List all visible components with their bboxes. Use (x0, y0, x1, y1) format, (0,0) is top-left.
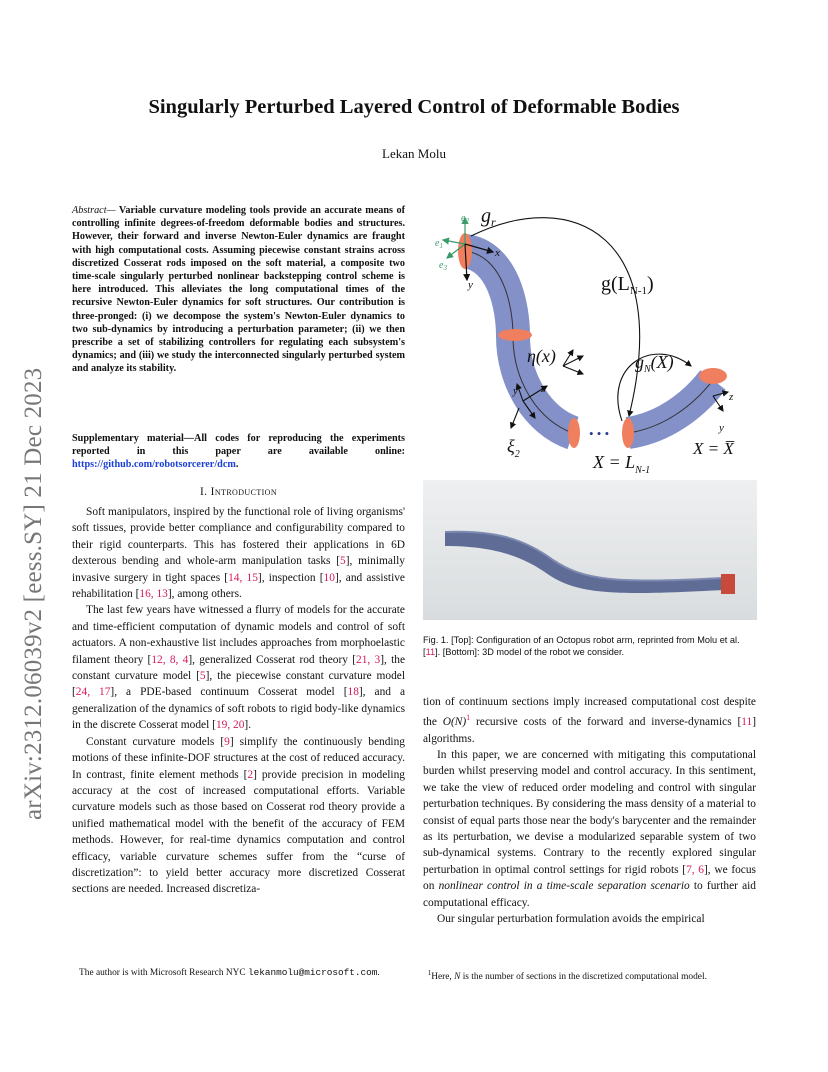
author-email[interactable]: lekanmolu@microsoft.com (248, 967, 378, 978)
footnote-1: $^1$Here, N is the number of sections in the discretized computational model. (427, 969, 707, 983)
joint-mid (498, 329, 532, 341)
arxiv-id: arXiv:2312.06039v2 [eess.SY] 21 Dec 2023 (20, 367, 47, 820)
label-gr: $g_r$ (481, 205, 496, 229)
citation[interactable]: 18 (347, 686, 359, 699)
supplementary-material (72, 432, 405, 472)
footnote-mark[interactable]: 1 (466, 713, 471, 723)
intro-paragraph-2: The last few years have witnessed a flurry of models for the accurate and time-efficient computation of dynamic models and control of soft actuators. A non-exhaustive list includes approaches from morphoelastic filament theory [12, 8, 4], generalized Cosserat rod theory [21, 3], the constant curvature model [5], the piecewise constant curvature model [24, 17], a PDE-based continuum Cosserat model [18], and a generalization of the dynamics of soft robots to rigid body-like dynamics in the discrete Cosserat model [19, 20]. (72, 604, 406, 732)
label-e3: $e_3$ (439, 260, 447, 272)
author-name: Lekan Molu (382, 146, 446, 161)
label-x: x (495, 247, 500, 259)
intro-left-column (72, 504, 405, 898)
citation[interactable]: 9 (224, 735, 230, 748)
label-x-L: $X = L_{N-1}$ (593, 452, 651, 476)
citation[interactable]: 24, 17 (75, 686, 111, 699)
citation[interactable]: 2 (247, 768, 254, 781)
label-e1: $e_1$ (435, 238, 443, 250)
label-dots: • • • (589, 426, 610, 441)
citation[interactable]: 5 (340, 555, 346, 568)
footnote-affiliation: The author is with Microsoft Research NYC lekanmolu@microsoft.com. (79, 967, 380, 978)
citation[interactable]: 10 (323, 571, 335, 584)
right-paragraph-1: tion of continuum sections imply increased computational cost despite the $O(N)^1$ recursive costs of the forward and inverse-dynamics [11] algorithms. (423, 696, 756, 745)
figure-3d-model (423, 480, 757, 620)
paper-title: Singularly Perturbed Layered Control of Deformable Bodies (148, 96, 680, 118)
arm-tip (628, 380, 713, 433)
math-big-o: O(N) (442, 716, 467, 729)
label-xi: $\xi_2$ (507, 436, 520, 460)
abstract-lead: Abstract— (72, 205, 116, 216)
figure-caption: Fig. 1. [Top]: Configuration of an Octopus robot arm, reprinted from Molu et al. [11]. [Bottom]: 3D model of the robot we consider. (423, 635, 740, 658)
citation[interactable]: 14, 15 (228, 571, 258, 584)
citation[interactable]: 16, 13 (139, 588, 168, 601)
section-title: Introduction (210, 486, 278, 498)
right-paragraph-3: Our singular perturbation formulation avoids the empirical (437, 913, 705, 926)
label-y-tip: y (719, 422, 724, 434)
intro-paragraph-1: Soft manipulators, inspired by the functional role of living organisms' soft tissues, provide better compliance and configurability compared to their rigid counterparts. This has fostered their applications in 6D dexterous bending and whole-arm manipulation tasks [5], minimally invasive surgery in tight spaces [14, 15], inspection [10], and assistive rehabilitation [16, 13], among others. (72, 506, 405, 601)
robot-3d-render (423, 480, 757, 620)
section-heading (72, 486, 405, 498)
label-y-mid: y (513, 385, 518, 397)
label-x-xbar: X = X̅ (693, 439, 734, 458)
citation[interactable]: 5 (199, 670, 206, 683)
robot-end-cap (721, 574, 735, 594)
label-eta: η(x) (527, 346, 556, 366)
right-column (423, 694, 756, 927)
citation[interactable]: 11 (425, 647, 436, 658)
section-number: I. (199, 486, 208, 498)
robot-body (445, 532, 723, 593)
code-link[interactable]: https://github.com/robotsorcerer/dcm (72, 459, 236, 471)
label-z-mid: z (541, 383, 546, 395)
label-g-LN: $g(L_{N-1})$ (601, 273, 654, 297)
label-z-tip: z (729, 391, 734, 403)
label-e2: $e_2$ (461, 213, 469, 225)
right-paragraph-2: In this paper, we are concerned with mitigating this computational burden whilst preserving model and control accuracy. In this sentiment, we take the view of reduced order modeling and control with singular perturbation techniques. By considering the mass density of a material to consist of equal parts those near the body's barycenter and the remainder as its perturbation, we devise a modularized separable system of two sub-dynamical systems. Contrary to the recently explored singular perturbation in optimal control settings for rigid robots [7, 6], we focus on nonlinear control in a time-scale separation scenario to further aid computational efficacy. (423, 749, 757, 909)
label-gN: $g_N(X)$ (635, 352, 674, 375)
supplementary-text: Supplementary material—All codes for reproducing the experiments reported in this paper are available online: (72, 433, 405, 458)
arm-body (465, 251, 573, 433)
citation[interactable]: 7, 6 (686, 863, 704, 876)
joint-end-1 (568, 418, 580, 448)
abstract (72, 204, 405, 376)
label-y: y (468, 279, 473, 291)
joint-tip (699, 368, 727, 384)
abstract-text: Variable curvature modeling tools provide an accurate means of controlling infinite degrees-of-freedom deformable bodies and structures. However, their forward and inverse Newton-Euler dynamics are fraught with high computational costs. Assuming piecewise constant strains across discretized Cosserat rods imposed on the soft material, a composite two time-scale singularly perturbed nonlinear backstepping control scheme is here introduced. This alleviates the long computational times of the recursive Newton-Euler dynamics for soft structures. Our contribution is three-pronged: (i) we decompose the system's Newton-Euler dynamics to two sub-dynamics by introducing a perturbation parameter; (ii) we then prescribe a set of stabilizing controllers for regulating each subsystem's dynamics; and (iii) we study the interconnected singularly perturbed system and analyze its stability. (72, 205, 405, 375)
citation[interactable]: 21, 3 (356, 653, 381, 666)
figure-schematic (423, 196, 757, 476)
supplementary-end: . (235, 459, 239, 471)
intro-paragraph-3: Constant curvature models [9] simplify the continuously bending motions of these infinite-DOF structures at the cost of reduced accuracy. In contrast, finite element methods [2] provide precision in modeling accuracy at the cost of increased computational efforts. Variable curvature models such as those based on Cosserat rod theory provide a unified mathematical model with the benefit of the accuracy of FEM methods. However, for real-time dynamics computation and control efficacy, variable curvature schemes suffer from the “curse of discretization”: to yield better accuracy more discretized Cosserat sections are needed. Increased discretiza- (72, 735, 405, 896)
citation[interactable]: 19, 20 (215, 719, 245, 732)
joint-end-2 (622, 418, 634, 448)
citation[interactable]: 11 (741, 716, 753, 729)
citation[interactable]: 12, 8, 4 (151, 653, 189, 666)
